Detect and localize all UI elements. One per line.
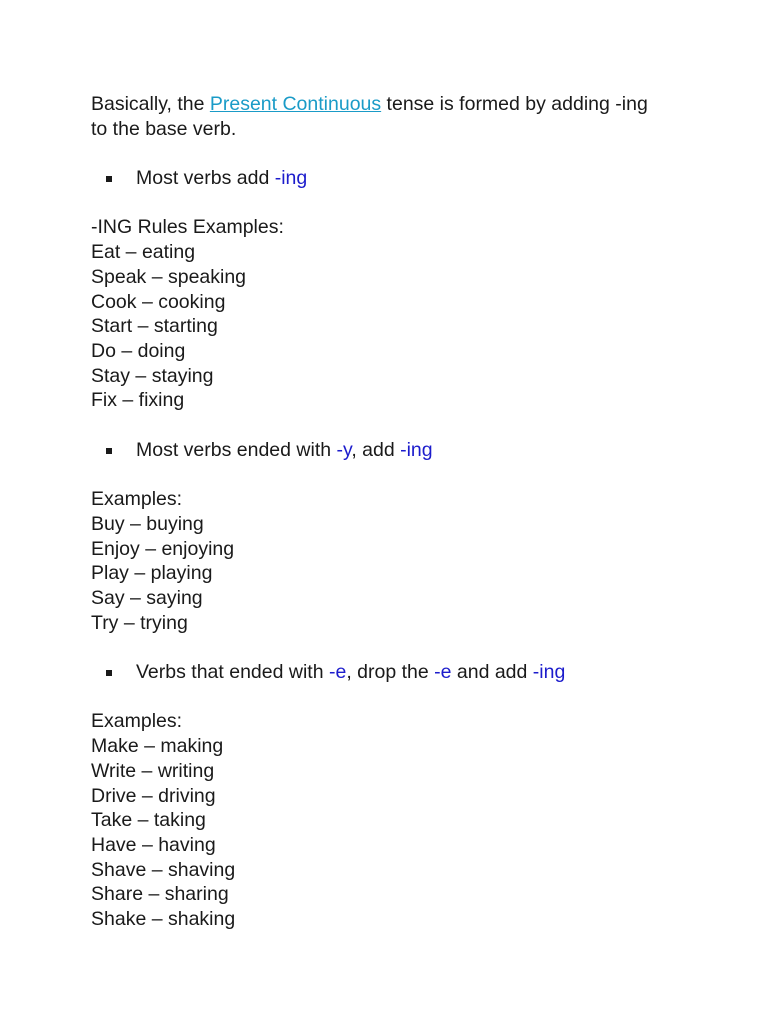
example-item: Speak – speaking [91,265,247,288]
example-item: Cook – cooking [91,290,226,313]
rule3-e1: -e [328,661,347,684]
intro-suffix: tense is formed by adding -ing [381,93,648,115]
rule-bullet-2 [91,438,691,463]
example-item: Play – playing [91,562,213,585]
examples-section-2 [91,487,691,635]
example-item: Start – starting [91,315,218,338]
example-item: Fix – fixing [91,389,185,412]
rule3-mid2: and add [451,661,533,684]
example-item: Make – making [91,735,224,758]
bullet-square-icon [106,176,112,182]
rule1-suffix: -ing [274,167,308,190]
rule-bullet-1 [91,166,691,191]
document-page [91,92,691,932]
example-item: Say – saying [91,587,203,609]
examples-section-3 [91,709,691,931]
example-item: Eat – eating [91,241,196,264]
intro-line2: to the base verb. [91,117,237,140]
rule2-suffix: -ing [400,438,433,461]
example-item: Share – sharing [91,883,229,906]
example-item: Drive – driving [91,784,216,807]
example-item: Take – taking [91,809,206,832]
example-item: Do – doing [91,340,186,362]
section3-heading: Examples: [91,710,183,733]
rule3-text: Verbs that ended with [136,661,329,684]
example-item: Try – trying [91,611,188,634]
section2-heading: Examples: [91,488,183,511]
rule2-y: -y [336,438,352,461]
present-continuous-link[interactable]: Present Continuous [209,93,382,115]
example-item: Buy – buying [91,512,204,535]
example-item: Write – writing [91,759,215,782]
example-item: Shake – shaking [91,908,236,931]
rule-bullet-3 [91,660,691,685]
rule3-suffix: -ing [532,661,566,684]
bullet-square-icon [106,670,112,676]
example-item: Enjoy – enjoying [91,537,235,560]
example-item: Shave – shaving [91,858,236,881]
rule1-text: Most verbs add [136,167,275,190]
section1-heading: -ING Rules Examples: [91,216,284,239]
intro-prefix: Basically, the [91,93,210,115]
rule3-mid: , drop the [346,661,435,684]
rule2-text: Most verbs ended with [136,438,337,461]
rule2-mid: , add [351,438,401,461]
examples-section-1 [91,215,691,413]
intro-paragraph [91,92,691,141]
example-item: Have – having [91,834,216,856]
bullet-square-icon [106,448,112,454]
rule3-e2: -e [434,661,452,684]
example-item: Stay – staying [91,364,214,387]
